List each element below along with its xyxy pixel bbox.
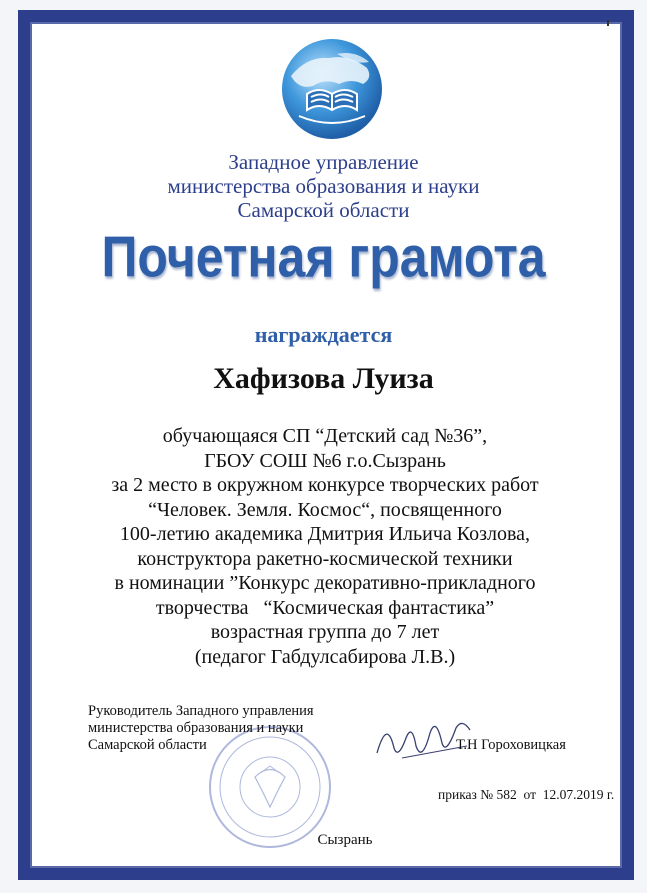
recipient-name: Хафизова Луиза — [213, 362, 434, 395]
award-description — [60, 424, 590, 669]
description-line: ГБОУ СОШ №6 г.о.Сызрань — [204, 449, 446, 472]
signatory-title-line: министерства образования и науки — [88, 720, 304, 736]
description-line: (педагог Габдулсабирова Л.В.) — [194, 645, 456, 668]
organization-line-1: Западное управление — [228, 150, 419, 174]
description-line: возрастная группа до 7 лет — [210, 621, 440, 643]
signatory-name: Т.Н Гороховицкая — [456, 737, 566, 753]
signatory-title — [88, 703, 314, 754]
globe-book-emblem-icon — [277, 34, 387, 144]
signatory-title-line: Руководитель Западного управления — [88, 703, 314, 719]
description-line: 100-летию академика Дмитрия Ильича Козлова, — [119, 523, 531, 545]
organization-line-3: Самарской области — [237, 198, 410, 222]
description-line: обучающаяся СП “Детский сад №36”, — [162, 425, 488, 447]
description-line: за 2 место в окружном конкурсе творческих работ — [111, 474, 539, 496]
awarded-label: награждается — [254, 322, 393, 347]
description-line: “Человек. Земля. Космос“, посвященного — [148, 498, 502, 521]
description-line: в номинации ”Конкурс декоративно-прикладного — [114, 572, 536, 594]
order-reference: приказ № 582 от 12.07.2019 г. — [438, 787, 615, 802]
signatory-title-line: Самарской области — [88, 737, 207, 753]
description-line: творчества “Космическая фантастика” — [155, 596, 495, 619]
certificate-title: Почетная грамота — [101, 224, 546, 290]
description-line: конструктора ракетно-космической техники — [137, 547, 513, 570]
organization-line-2: министерства образования и науки — [167, 174, 480, 198]
issue-city: Сызрань — [317, 832, 373, 848]
scan-mark — [607, 20, 609, 26]
